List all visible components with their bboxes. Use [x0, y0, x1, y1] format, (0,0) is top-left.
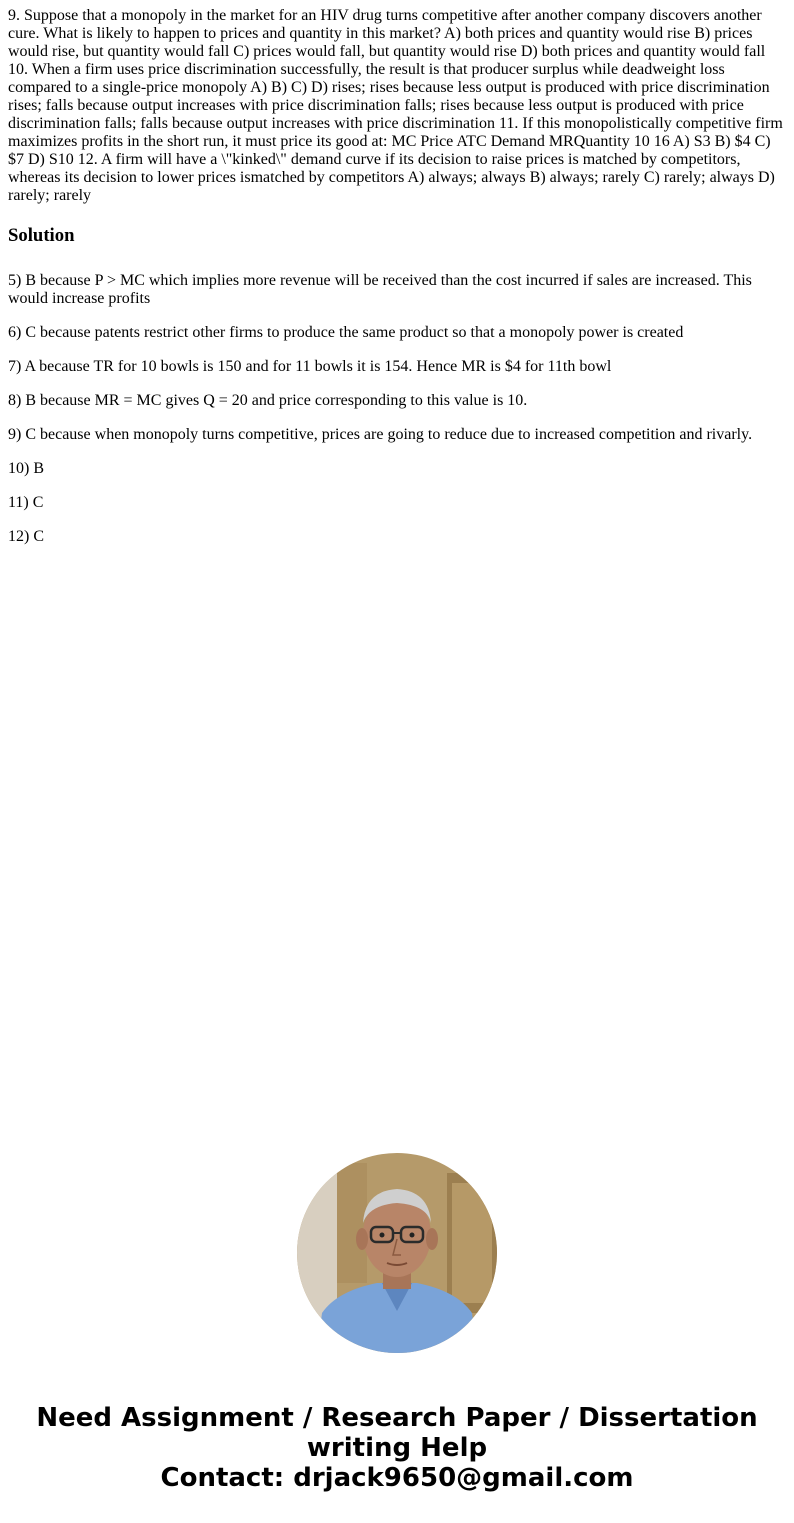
answer-item: 7) A because TR for 10 bowls is 150 and for 11 bowls it is 154. Hence MR is $4 for 11th bowl: [8, 358, 612, 375]
avatar: [297, 1153, 497, 1353]
main-content: [8, 7, 786, 562]
tutor-portrait-image: [297, 1153, 497, 1353]
footer-contact-line: Contact: drjack9650@gmail.com: [160, 1463, 634, 1493]
answer-item: 9) C because when monopoly turns competitive, prices are going to reduce due to increased competition and rivarly.: [8, 426, 753, 443]
question-text: 9. Suppose that a monopoly in the market for an HIV drug turns competitive after another company discovers another cure. What is likely to happen to prices and quantity in this market? A) both prices and quantity would rise B) prices would rise, but quantity would fall C) prices would fall, but quantity would rise D) both prices and quantity would fall 10. When a firm uses price discrimination successfully, the result is that producer surplus while deadweight loss compared to a single-price monopoly A) B) C) D) rises; rises because less output is produced with price discrimination rises; falls because output increases with price discrimination falls; rises because less output is produced with price discrimination falls; falls because output increases with price discrimination 11. If this monopolistically competitive firm maximizes profits in the short run, it must price its good at: MC Price ATC Demand MRQuantity 10 16 A) S3 B) $4 C) $7 D) S10 12. A firm will have a \"kinked\" demand curve if its decision to raise prices is matched by competitors, whereas its decision to lower prices ismatched by competitors A) always; always B) always; rarely C) rarely; always D) rarely; rarely: [8, 7, 783, 204]
answer-item: 11) C: [8, 494, 44, 511]
footer-line-2: writing Help: [306, 1433, 488, 1463]
answer-item: 10) B: [8, 460, 44, 477]
answer-item: 5) B because P > MC which implies more revenue will be received than the cost incurred if sales are increased. This would increase profits: [8, 272, 752, 307]
contact-footer: [0, 1403, 794, 1493]
answers-list: [8, 272, 786, 546]
answer-item: 8) B because MR = MC gives Q = 20 and price corresponding to this value is 10.: [8, 392, 528, 409]
answer-item: 6) C because patents restrict other firms to produce the same product so that a monopoly power is created: [8, 324, 684, 341]
solution-heading: Solution: [8, 225, 75, 246]
answer-item: 12) C: [8, 528, 44, 545]
footer-line-1: Need Assignment / Research Paper / Dissertation: [36, 1403, 758, 1433]
